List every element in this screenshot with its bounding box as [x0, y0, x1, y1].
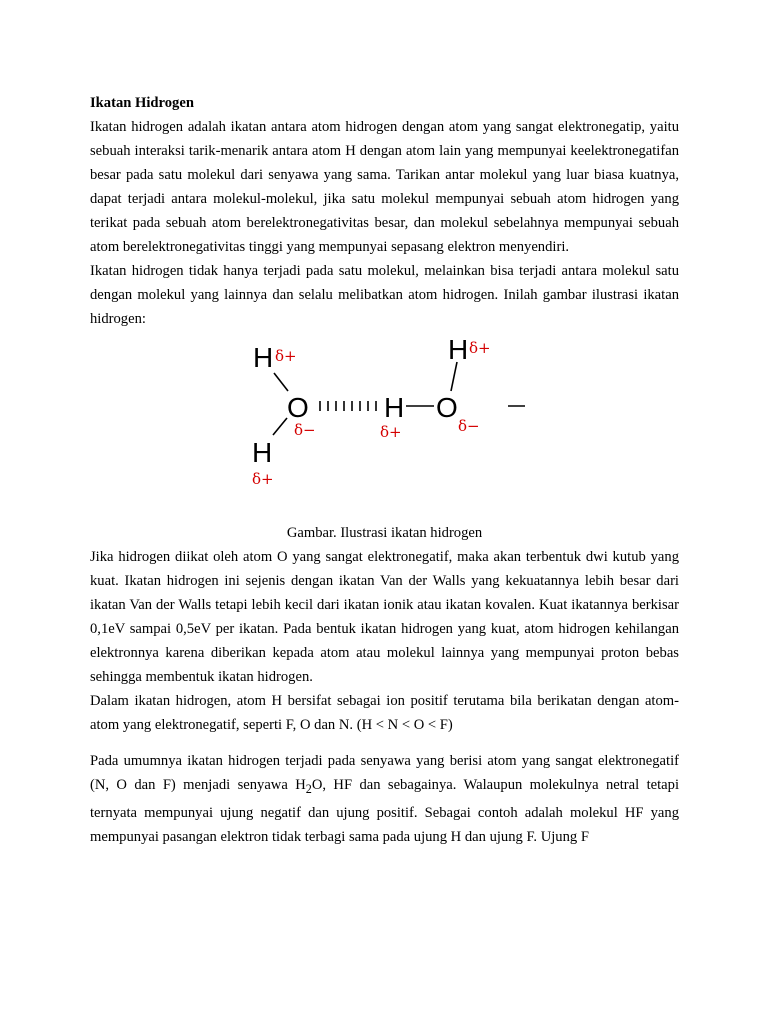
paragraph-compounds-end: O, HF dan sebagainya. Walaupun molekulnya netral tetapi ternyata mempunyai ujung negatif dan ujung positif. Sebagai contoh adalah molekul HF yang mempunyai pasangan elektron tidak terbagi sama pada ujung H dan ujung F. Ujung F: [90, 777, 679, 845]
charge-h-top-left: δ+: [275, 347, 297, 365]
bond-o-h-top-left: [274, 373, 288, 391]
figure-caption: Gambar. Ilustrasi ikatan hidrogen: [286, 525, 483, 541]
paragraph-definition: Ikatan hidrogen adalah ikatan antara atom hidrogen dengan atom yang sangat elektronegatip, yaitu sebuah interaksi tarik-menarik antara atom H dengan atom lain yang mempunyai keelektronegatifan besar pada satu molekul dari senyawa yang sama. Tarikan antar molekul yang luar biasa kuatnya, dapat terjadi antara molekul-molekul, jika satu molekul mempunyai sebuah atom hidrogen yang terikat pada sebuah atom berelektronegativitas besar, dan molekul sebelahnya mempunyai sebuah atom berelektronegativitas tinggi yang mempunyai sepasang elektron menyendiri.: [90, 119, 679, 255]
hydrogen-bond-figure: [90, 331, 679, 521]
charge-h-middle: δ+: [380, 423, 402, 441]
paragraph-compounds: [90, 749, 679, 849]
hydrogen-bond-dashes: [320, 401, 376, 411]
atom-h-top-right: H: [448, 335, 469, 365]
bond-o-h-top-right: [451, 362, 457, 391]
paragraph-positive-ion: Dalam ikatan hidrogen, atom H bersifat sebagai ion positif terutama bila berikatan dengan atom-atom yang elektronegatif, seperti F, O dan N. (H < N < O < F): [90, 693, 679, 733]
atom-h-bottom-left: H: [252, 437, 273, 468]
paragraph-dipole: Jika hidrogen diikat oleh atom O yang sangat elektronegatif, maka akan terbentuk dwi kutub yang kuat. Ikatan hidrogen ini sejenis dengan ikatan Van der Walls yang kekuatannya lebih besar dari ikatan Van der Walls tetapi lebih kecil dari ikatan ionik atau ikatan kovalen. Kuat ikatannya berkisar 0,1eV sampai 0,5eV per ikatan. Pada bentuk ikatan hidrogen yang kuat, atom hidrogen kehilangan elektronnya karena diberikan kepada atom atau molekul lainnya yang mempunyai proton bebas sehingga membentuk ikatan hidrogen.: [90, 549, 679, 685]
subscript-two: 2: [305, 781, 312, 796]
atom-h-middle: H: [384, 392, 405, 423]
charge-o-right: δ−: [458, 417, 480, 435]
paragraph-intermolecular: Ikatan hidrogen tidak hanya terjadi pada satu molekul, melainkan bisa terjadi antara molekul satu dengan molekul yang lainnya dan selalu melibatkan atom hidrogen. Inilah gambar ilustrasi ikatan hidrogen:: [90, 263, 679, 327]
charge-o-left: δ−: [294, 421, 316, 439]
atom-o-right: O: [436, 392, 458, 423]
document-page: [90, 91, 679, 849]
atom-o-left: O: [287, 392, 309, 423]
paragraph-compounds-start: Pada umumnya ikatan hidrogen terjadi pada senyawa yang berisi atom yang sangat elektronegatif (N, O dan F) menjadi senyawa H: [90, 753, 679, 793]
bond-o-h-bottom-left: [273, 418, 287, 435]
charge-h-bottom-left: δ+: [252, 470, 274, 488]
water-molecule-right: [378, 335, 638, 517]
section-heading: Ikatan Hidrogen: [90, 95, 194, 111]
charge-h-top-right: δ+: [469, 339, 491, 357]
atom-h-top-left: H: [253, 342, 274, 373]
